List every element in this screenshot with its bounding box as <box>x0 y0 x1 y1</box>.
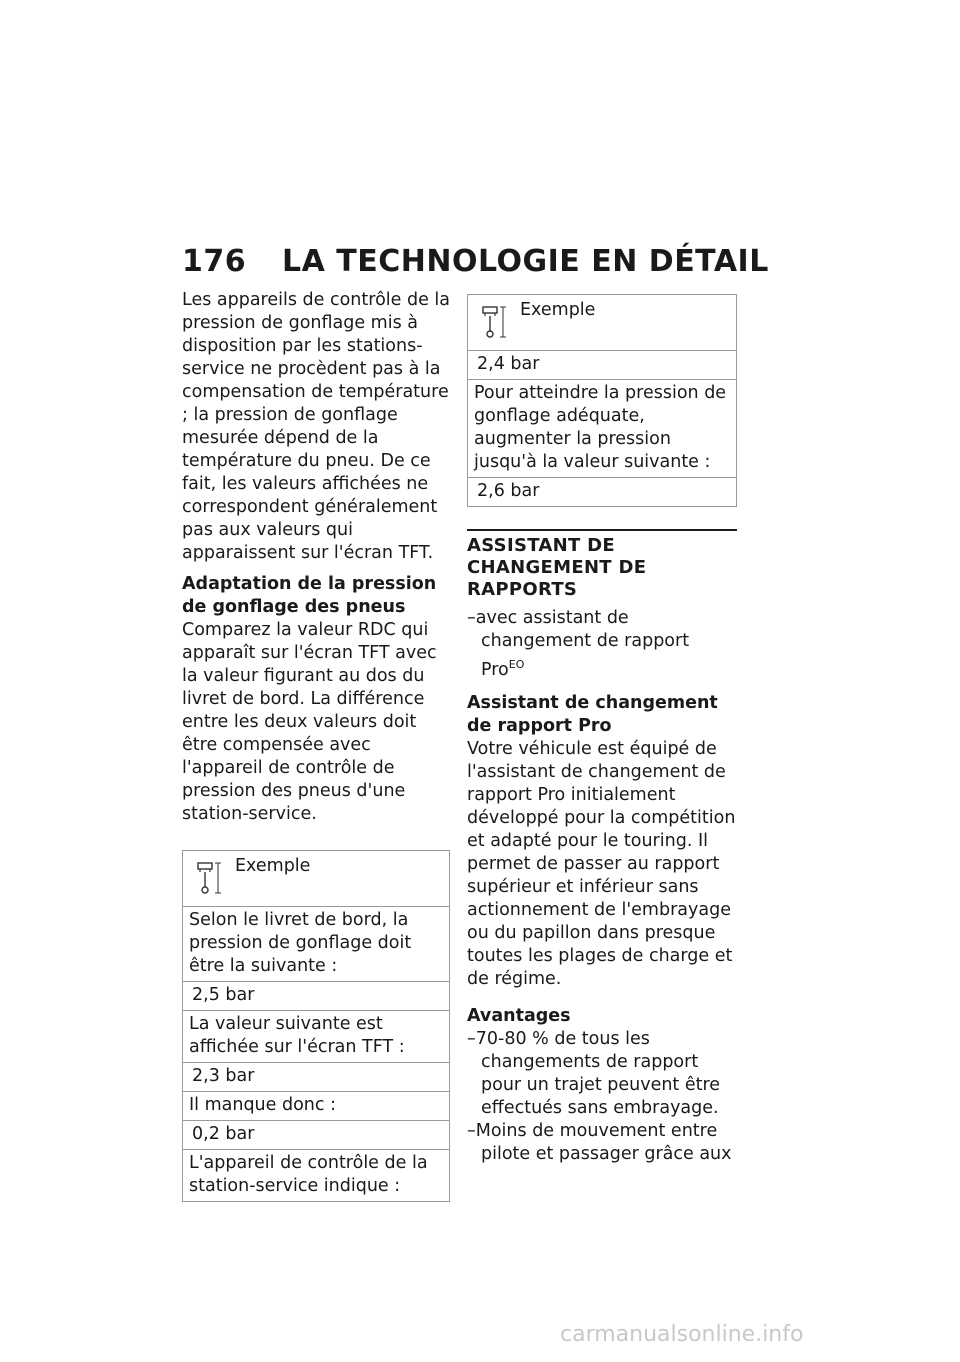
example-label: Exemple <box>520 300 596 320</box>
section-title: ASSISTANT DE CHANGEMENT DE RAPPORTS <box>467 535 647 600</box>
chapter-title: LA TECHNOLOGIE EN DÉTAIL <box>282 244 769 279</box>
pro-heading: Assistant de changement de rapport Pro <box>467 693 718 736</box>
section-divider <box>467 529 737 531</box>
watermark: carmanualsonline.info <box>560 1322 804 1347</box>
example-value: 2,4 bar <box>468 351 737 380</box>
example-table-1 <box>182 850 450 1202</box>
list-item: –70-80 % de tous les changements de rapport pour un trajet peuvent être effectués sans embrayage. <box>467 1029 721 1118</box>
example-row: La valeur suivante est affichée sur l'écran TFT : <box>183 1011 450 1063</box>
option-item: –avec assistant de changement de rapport Pro$^{EO}$ <box>467 608 690 680</box>
example-header <box>183 851 450 907</box>
pro-paragraph: Votre véhicule est équipé de l'assistant de changement de rapport Pro initialement développé pour la compétition et adapté pour le touring. Il permet de passer au rapport supérieur et inférieur sans actionnement de l'embrayage ou du papillon dans presque toutes les plages de charge et de régime. <box>467 739 736 989</box>
example-row: Pour atteindre la pression de gonflage adéquate, augmenter la pression jusqu'à la valeur suivante : <box>468 380 737 478</box>
list-item-text: 70-80 % de tous les changements de rapport pour un trajet peuvent être effectués sans embrayage. <box>475 1029 721 1118</box>
right-column <box>467 294 737 1166</box>
example-value: 2,6 bar <box>468 478 737 507</box>
left-column <box>182 289 450 1202</box>
page-number: 176 <box>182 244 247 279</box>
example-row: L'appareil de contrôle de la station-service indique : <box>183 1150 450 1202</box>
example-label: Exemple <box>235 856 311 876</box>
example-row: Il manque donc : <box>183 1092 450 1121</box>
intro-paragraph: Les appareils de contrôle de la pression de gonflage mis à disposition par les stations-service ne procèdent pas à la compensation de température ; la pression de gonflage mesurée dépend de la température du pneu. De ce fait, les valeurs affichées ne correspondent généralement pas aux valeurs qui apparaissent sur l'écran TFT. <box>182 290 450 563</box>
option-code: EO <box>508 658 525 671</box>
adaptation-heading: Adaptation de la pression de gonflage des pneus <box>182 574 437 617</box>
adaptation-paragraph: Comparez la valeur RDC qui apparaît sur l'écran TFT avec la valeur figurant au dos du livret de bord. La différence entre les deux valeurs doit être compensée avec l'appareil de contrôle de pression des pneus d'une station-service. <box>182 620 437 824</box>
example-row: Selon le livret de bord, la pression de gonflage doit être la suivante : <box>183 907 450 982</box>
list-item-text: Moins de mouvement entre pilote et passager grâce aux <box>475 1121 732 1164</box>
tire-pressure-gauge-icon <box>482 303 508 341</box>
advantages-heading: Avantages <box>467 1006 571 1026</box>
example-value: 0,2 bar <box>183 1121 450 1150</box>
example-value: 2,3 bar <box>183 1063 450 1092</box>
example-value: 2,5 bar <box>183 982 450 1011</box>
example-table-2 <box>467 294 737 507</box>
option-text: avec assistant de changement de rapport Pro <box>475 608 690 680</box>
list-item: –Moins de mouvement entre pilote et passager grâce aux <box>467 1121 732 1164</box>
example-header <box>468 295 737 351</box>
tire-pressure-gauge-icon <box>197 859 223 897</box>
